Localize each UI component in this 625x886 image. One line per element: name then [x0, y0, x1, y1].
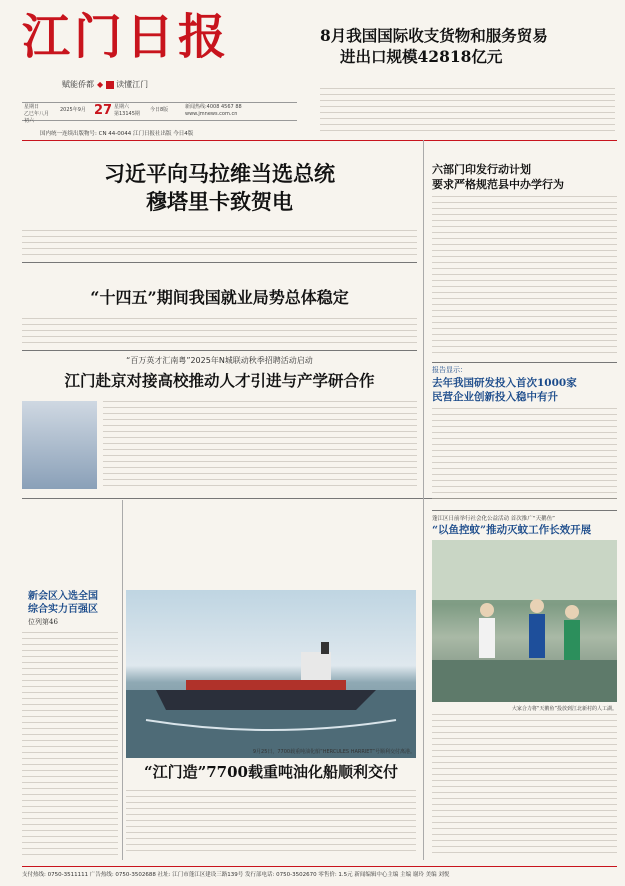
column-divider — [423, 140, 424, 860]
top-story-headline-1: 8月我国国际收支货物和服务贸易 — [320, 26, 548, 45]
website[interactable]: www.jmnews.com.cn — [185, 111, 238, 117]
rd-headline — [432, 376, 617, 404]
section-divider — [432, 362, 617, 363]
news-hotline: 新闻热线:4008 4567 88 — [185, 104, 242, 110]
day-number: 27 — [94, 103, 113, 118]
inspection-headline — [432, 162, 617, 192]
fishery-headline: “以鱼控蚊”推动灭蚊工作长效开展 — [432, 524, 592, 536]
qr-icon — [106, 81, 114, 89]
rd-kicker: 报告显示： — [432, 366, 467, 374]
ship-headline: “江门造”7700载重吨油化船顺利交付 — [143, 763, 398, 781]
section-divider — [22, 262, 417, 263]
top-story-body — [320, 88, 615, 134]
page-count: 今日8版 — [150, 107, 169, 113]
district-story-headline — [28, 590, 118, 629]
ship-illustration — [126, 590, 416, 758]
lead-story-body — [22, 230, 417, 258]
top-story-headline-2: 进出口规模42818亿元 — [340, 47, 503, 66]
column-divider — [122, 500, 123, 860]
slogan-left: 赋能侨都 — [62, 80, 94, 89]
masthead-divider — [22, 140, 617, 141]
talent-kicker: “百万英才汇南粤”2025年N城联动秋季招聘活动启动 — [126, 356, 313, 365]
slogan-right: 读懂江门 — [116, 80, 149, 89]
masthead-slogan: 赋能侨都 ◆ 读懂江门 — [62, 80, 149, 89]
fishery-kicker: 蓬江区日前举行社会化公益活动 首次推广“天鹅鱼” — [432, 516, 555, 522]
district-headline-1: 新会区入选全国 — [28, 591, 98, 602]
rd-headline-2: 民营企业创新投入稳中有升 — [432, 391, 558, 403]
ship-photo-caption: 9月25日，7700载重吨油化船“HERCULES HARRIET”号顺利交付离港。 — [252, 749, 415, 755]
lead-headline-2: 穆塔里卡致贺电 — [146, 189, 293, 214]
lead-story-headline — [22, 160, 417, 216]
talent-photo — [22, 401, 97, 489]
talent-headline: 江门赴京对接高校推动人才引进与产学研合作 — [64, 371, 375, 390]
fishery-photo — [432, 540, 617, 702]
issue-number: 第13145期 — [114, 111, 140, 117]
rd-body — [432, 408, 617, 504]
section-divider — [22, 350, 417, 351]
rd-headline-1: 去年我国研发投入首次1000家 — [432, 377, 577, 389]
publication-number: 国内统一连续出版物号: CN 44-0044 江门日报社出版 今日4版 — [40, 131, 194, 137]
inspection-body — [432, 196, 617, 356]
lunar-date: 乙巳年八月初六 — [24, 111, 50, 124]
employment-body — [22, 318, 417, 344]
inspection-headline-1: 六部门印发行动计划 — [432, 163, 531, 176]
contact-block — [185, 104, 295, 118]
ship-body — [126, 790, 416, 856]
year-month: 2025年9月 — [60, 107, 86, 113]
weekday-block — [24, 104, 50, 125]
issue-block — [114, 104, 144, 118]
section-divider — [432, 510, 617, 511]
people-illustration — [432, 540, 617, 702]
day-label: 星期六 — [114, 104, 130, 110]
ship-photo — [126, 590, 416, 758]
employment-headline: “十四五”期间我国就业局势总体稳定 — [90, 288, 349, 307]
date-strip — [22, 102, 297, 124]
top-story — [320, 25, 620, 67]
talent-body — [103, 401, 417, 491]
newspaper-masthead-logo: 江门日报 — [22, 9, 231, 65]
lead-headline-1: 习近平向马拉维当选总统 — [104, 161, 335, 186]
fishery-body — [432, 714, 617, 858]
district-headline-2: 综合实力百强区 — [28, 604, 98, 615]
inspection-headline-2: 要求严格规范县中办学行为 — [432, 178, 564, 191]
district-body — [22, 632, 118, 857]
fishery-photo-caption: 大家合力将“天鹅鱼”投放到江北新村的人工湖。 — [511, 706, 617, 712]
page-footer: 支付热线: 0750-3511111 广告热线: 0750-3502688 社址: 江门市蓬江区建设三路139号 发行部电话: 0750-3502670 零售价: 1.5元 新闻编辑中心主编 主编 谢玲 美编 刘悦 — [22, 866, 617, 878]
weekday: 星期日 — [24, 104, 40, 110]
district-headline-3: 位列第46 — [28, 618, 58, 626]
